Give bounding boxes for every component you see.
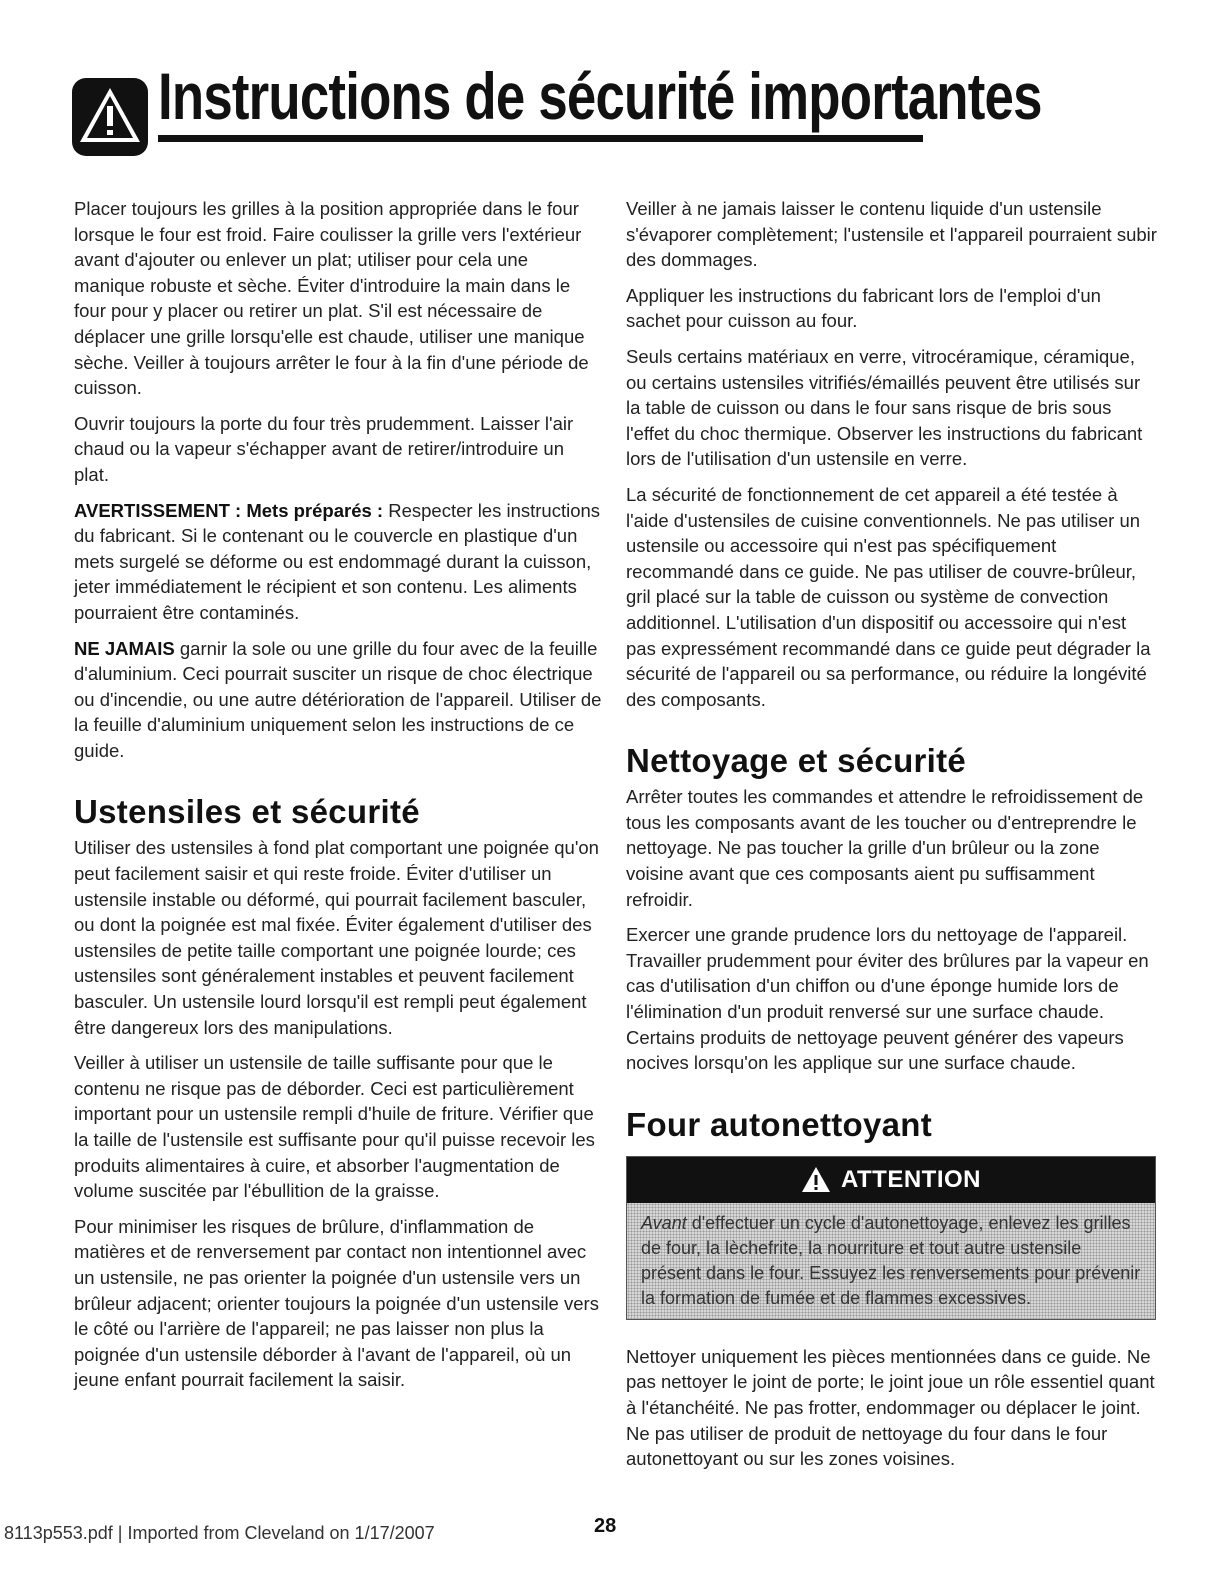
paragraph-ustensiles-3: Pour minimiser les risques de brûlure, d'inflammation de matières et de renversement par contact non intentionnel avec un ustensile, ne pas orienter la poignée d'un ustensile vers un brûleur adjacent; orienter toujours la poignée d'un ustensile vers le côté ou l'arrière de l'appareil; ne pas laisser non plus la poignée d'un ustensile déborder à l'avant de l'appareil, où un jeune enfant pourrait facilement la saisir. [74,1215,599,1391]
ne-jamais-label: NE JAMAIS [74,637,175,659]
heading-four-autonettoyant: Four autonettoyant [626,1105,933,1143]
paragraph-liquide: Veiller à ne jamais laisser le contenu liquide d'un ustensile s'évaporer complètement; l'ustensile et l'appareil pourraient subir des dommages. [626,198,1157,271]
left-column [74,196,602,1403]
attention-message: d'effectuer un cycle d'autonettoyage, enlevez les grilles de four, la lèchefrite, la nourriture et tout autre ustensile présent dans le four. Essuyez les renversements pour prévenir la formation de fumée et de flammes excessives. [641,1212,1141,1308]
page-number: 28 [594,1515,617,1537]
paragraph-sachet: Appliquer les instructions du fabricant lors de l'emploi d'un sachet pour cuisson au four. [626,284,1101,332]
heading-nettoyage: Nettoyage et sécurité [626,742,967,780]
attention-header [627,1157,1155,1203]
paragraph-ustensiles-2: Veiller à utiliser un ustensile de taille suffisante pour que le contenu ne risque pas de déborder. Ceci est particulièrement important pour un ustensile rempli d'huile de friture. Vérifier que la taille de l'ustensile est suffisante pour qu'il puisse recevoir les produits alimentaires à cuire, et absorber l'augmentation de volume suscitée par l'ébullition de la graisse. [74,1052,595,1202]
paragraph-ne-jamais [74,636,602,764]
paragraph-grilles: Placer toujours les grilles à la position appropriée dans le four lorsque le four est froid. Faire coulisser la grille vers l'extérieur avant d'ajouter ou enlever un plat; utiliser pour cela une manique robuste et sèche. Éviter d'introduire la main dans le four pour y placer ou retirer un plat. S'il est nécessaire de déplacer une grille lorsqu'elle est chaude, utiliser une manique sèche. Veiller à toujours arrêter le four à la fin d'une période de cuisson. [74,198,589,399]
attention-label: ATTENTION [840,1165,982,1193]
paragraph-joint: Nettoyer uniquement les pièces mentionnées dans ce guide. Ne pas nettoyer le joint de porte; le joint joue un rôle essentiel quant à l'étanchéité. Ne pas frotter, endommager ou déplacer le joint. Ne pas utiliser de produit de nettoyage du four dans le four autonettoyant ou sur les zones voisines. [626,1345,1155,1470]
warning-triangle-icon [72,78,148,156]
right-column [626,196,1158,1482]
page-title: Instructions de sécurité importantes [158,59,1042,133]
paragraph-nettoyage-1: Arrêter toutes les commandes et attendre le refroidissement de tous les composants avant de les toucher ou d'entreprendre le nettoyage. Ne pas toucher la grille d'un brûleur ou la zone voisine avant que ces composants aient pu suffisamment refroidir. [626,786,1144,910]
paragraph-nettoyage-2: Exercer une grande prudence lors du nettoyage de l'appareil. Travailler prudemment pour éviter des brûlures par la vapeur en cas d'utilisation d'un chiffon ou d'une éponge humide lors de l'élimination d'un produit renversé sur une surface chaude. Certains produits de nettoyage peuvent générer des vapeurs nocives lorsqu'on les applique sur une surface chaude. [626,924,1149,1074]
ne-jamais-text: garnir la sole ou une grille du four avec de la feuille d'aluminium. Ceci pourrait susciter un risque de choc électrique ou d'incendie, ou une autre détérioration de l'appareil. Utiliser de la feuille d'aluminium uniquement selon les instructions de ce guide. [74,637,602,761]
attention-box [626,1156,1156,1320]
paragraph-ustensiles-1: Utiliser des ustensiles à fond plat comportant une poignée qu'on peut facilement saisir et qui reste froide. Éviter d'utiliser un ustensile instable ou déformé, qui pourrait facilement basculer, ou dont la poignée est mal fixée. Éviter également d'utiliser des ustensiles de petite taille comportant une poignée lourde; ces ustensiles sont généralement instables et peuvent facilement basculer. Un ustensile lourd lorsqu'il est rempli peut également être dangereux lors des manipulations. [74,837,599,1038]
warning-triangle-icon [801,1166,831,1193]
attention-italic-word: Avant [641,1212,687,1233]
page-header [72,52,1042,152]
title-underline [158,135,923,142]
paragraph-verre: Seuls certains matériaux en verre, vitrocéramique, céramique, ou certains ustensiles vitrifiés/émaillés peuvent être utilisés sur la table de cuisson ou dans le four sans risque de bris sous l'effet du choc thermique. Observer les instructions du fabricant lors de l'utilisation d'un ustensile en verre. [626,345,1143,470]
warning-text: Respecter les instructions du fabricant. Si le contenant ou le couvercle en plastique d'un mets surgelé se déforme ou est endommagé durant la cuisson, jeter immédiatement le récipient et son contenu. Les aliments pourraient être contaminés. [74,499,601,623]
footer-file-info: 8113p553.pdf | Imported from Cleveland on 1/17/2007 [4,1523,435,1543]
attention-text [627,1203,1155,1319]
paragraph-securite-fonctionnement: La sécurité de fonctionnement de cet appareil a été testée à l'aide d'ustensiles de cuisine conventionnels. Ne pas utiliser un ustensile ou accessoire qui n'est pas spécifiquement recommandé dans ce guide. Ne pas utiliser de couvre-brûleur, gril placé sur la table de cuisson ou système de convection additionnel. L'utilisation d'un dispositif ou accessoire qui n'est pas expressément recommandé dans ce guide peut dégrader la sécurité de l'appareil ou sa performance, ou réduire la longévité des composants. [626,483,1151,710]
paragraph-avertissement [74,498,602,626]
paragraph-porte: Ouvrir toujours la porte du four très prudemment. Laisser l'air chaud ou la vapeur s'échapper avant de retirer/introduire un plat. [74,412,574,485]
heading-ustensiles: Ustensiles et sécurité [74,793,420,831]
warning-label: AVERTISSEMENT : Mets préparés : [74,499,384,521]
